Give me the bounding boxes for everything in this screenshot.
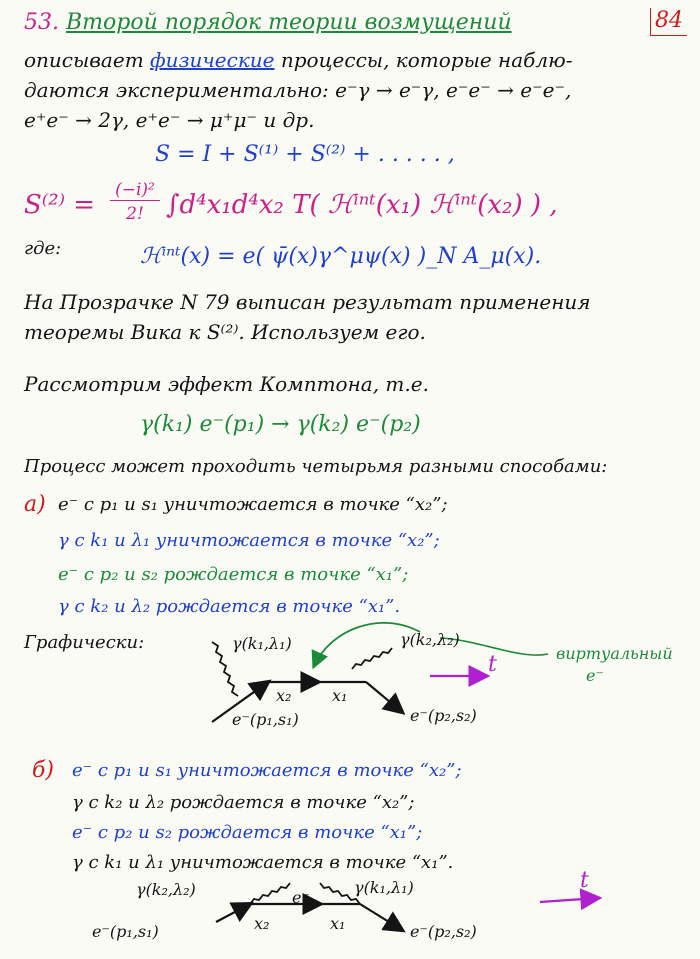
- diagram-b-electron-out-line: [360, 904, 402, 930]
- diagram-a-photon-in-label: γ(k₁,λ₁): [232, 634, 292, 653]
- page-number: 84: [650, 8, 687, 36]
- compton-ways: Процесс может проходить четырьмя разными способами:: [24, 456, 608, 477]
- intro-line-3: e⁺e⁻ → 2γ, e⁺e⁻ → μ⁺μ⁻ и др.: [24, 108, 315, 132]
- case-a-line-4: γ с k₂ и λ₂ рождается в точке “x₁”.: [58, 596, 401, 617]
- paragraph-line-2: теоремы Вика к S⁽²⁾. Используем его.: [24, 320, 426, 344]
- case-a-line-2: γ с k₁ и λ₁ уничтожается в точке “x₂”;: [58, 530, 440, 551]
- case-b-line-4: γ с k₁ и λ₁ уничтожается в точке “x₁”.: [72, 852, 454, 873]
- diagram-a-vertex-x1: x₁: [332, 686, 348, 705]
- diagram-b-electron-in-line: [216, 904, 250, 922]
- where-label: где:: [24, 238, 62, 259]
- diagram-a-electron-in-label: e⁻(p₁,s₁): [232, 710, 299, 729]
- s2-rhs: ∫d⁴x₁d⁴x₂ T( ℋⁱⁿᵗ(x₁) ℋⁱⁿᵗ(x₂) ) ,: [166, 190, 558, 220]
- case-b-line-3: e⁻ с p₂ и s₂ рождается в точке “x₁”;: [72, 822, 423, 843]
- case-a-marker: а): [24, 492, 46, 517]
- s2-lhs: S⁽²⁾ =: [24, 190, 96, 220]
- case-a-line-3: e⁻ с p₂ и s₂ рождается в точке “x₁”;: [58, 564, 409, 585]
- diagram-b-vertex-x1: x₁: [330, 914, 346, 933]
- case-a-line-1: e⁻ с p₁ и s₁ уничтожается в точке “x₂”;: [58, 494, 448, 515]
- s2-denominator: 2!: [126, 204, 144, 224]
- diagram-a-virtual-word: виртуальный: [556, 644, 673, 663]
- case-b-line-1: e⁻ с p₁ и s₁ уничтожается в точке “x₂”;: [72, 760, 462, 781]
- intro-line-2: даются экспериментально: e⁻γ → e⁻γ, e⁻e⁻ → e⁻e⁻,: [24, 78, 572, 102]
- heading-number: 53.: [24, 10, 59, 35]
- case-b-line-2: γ с k₂ и λ₂ рождается в точке “x₂”;: [72, 792, 415, 813]
- compton-reaction: γ(k₁) e⁻(p₁) → γ(k₂) e⁻(p₂): [140, 412, 421, 437]
- compton-intro: Рассмотрим эффект Комптона, т.е.: [24, 372, 429, 396]
- diagram-b-electron-in-label: e⁻(p₁,s₁): [92, 922, 159, 941]
- case-b-marker: б): [32, 758, 55, 783]
- diagram-b-photon-left-wavy: [250, 883, 290, 904]
- diagram-a-photon-out-wavy: [352, 648, 392, 669]
- paragraph-line-1: На Прозрачке N 79 выписан результат применения: [24, 290, 591, 314]
- diagram-a-label: Графически:: [24, 632, 145, 653]
- diagram-a-virtual-e: e⁻: [586, 666, 604, 685]
- diagram-a-time-label: t: [488, 652, 497, 677]
- s-series-formula: S = I + S⁽¹⁾ + S⁽²⁾ + . . . . . ,: [155, 142, 455, 167]
- diagram-b-electron-out-label: e⁻(p₂,s₂): [410, 922, 477, 941]
- diagram-a-photon-out-label: γ(k₂,λ₂): [400, 630, 460, 649]
- heading-title: Второй порядок теории возмущений: [66, 10, 512, 35]
- diagram-a-electron-out-line: [366, 682, 402, 712]
- diagram-a-electron-out-label: e⁻(p₂,s₂): [410, 706, 477, 725]
- diagram-b-photon-left-label: γ(k₂,λ₂): [136, 880, 196, 899]
- s2-numerator: (−i)²: [110, 180, 160, 201]
- diagram-b-electron-mid: e⁻: [292, 888, 310, 907]
- intro-rest: процессы, которые наблю-: [280, 48, 573, 72]
- intro-word-physical: физические: [150, 48, 275, 72]
- diagram-b-time-label: t: [580, 868, 589, 893]
- diagram-b-time-arrow: [540, 898, 598, 902]
- diagram-a-vertex-x2: x₂: [276, 686, 292, 705]
- diagram-b-photon-right-label: γ(k₁,λ₁): [354, 878, 414, 897]
- intro-word-describes: описывает: [24, 48, 144, 72]
- h-int-formula: ℋⁱⁿᵗ(x) = e( ψ̄(x)γ^μψ(x) )_N A_μ(x).: [140, 244, 542, 269]
- diagram-b-vertex-x2: x₂: [254, 914, 270, 933]
